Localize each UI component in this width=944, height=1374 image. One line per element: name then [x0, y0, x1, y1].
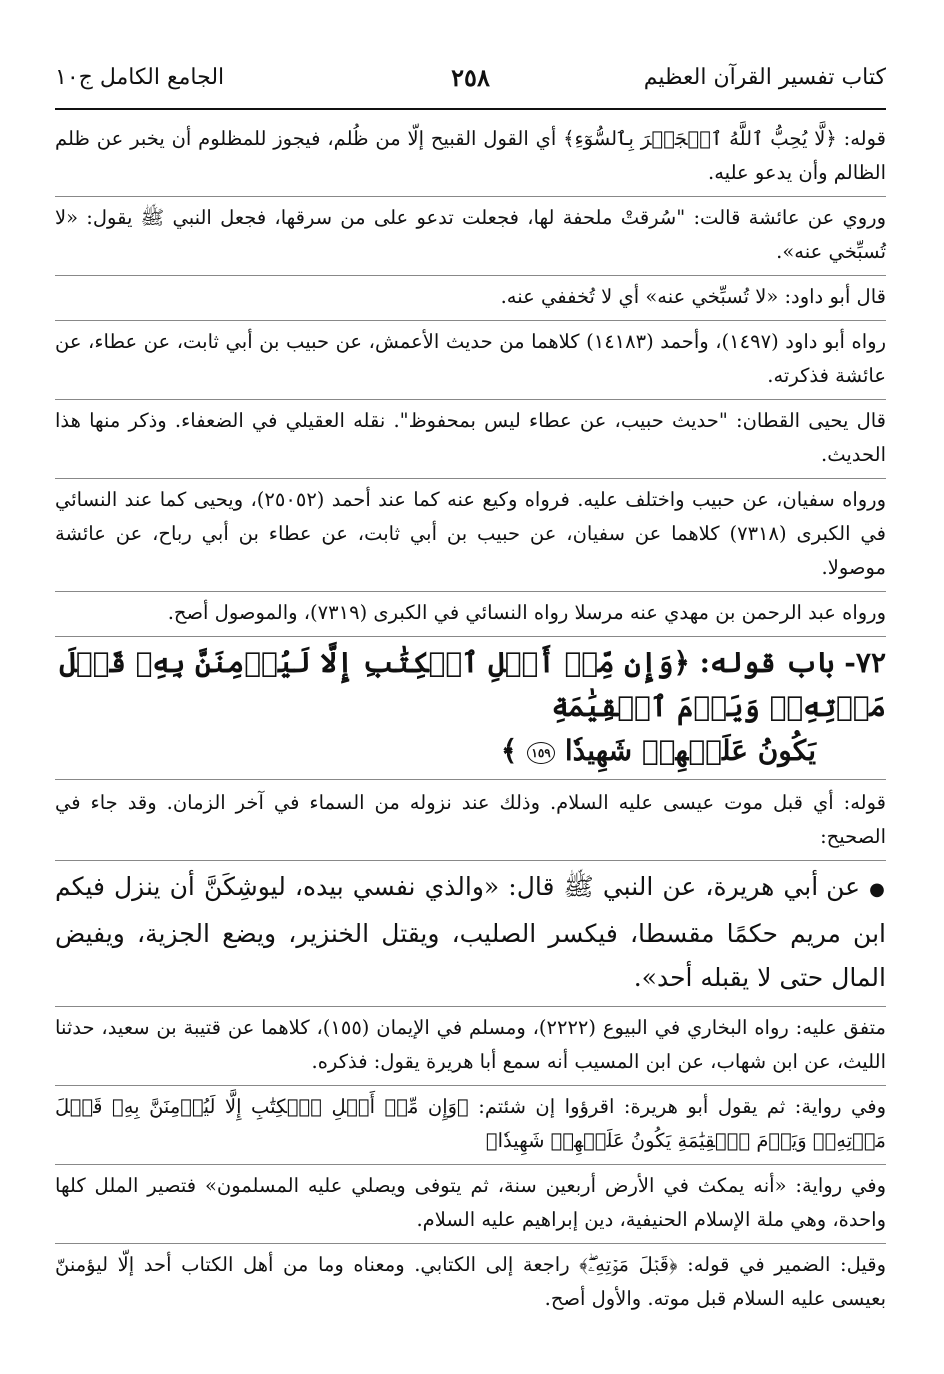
paragraph: متفق عليه: رواه البخاري في البيوع (٢٢٢٢)، ومسلم في الإيمان (١٥٥)، كلاهما عن قتيبة بن سعيد، حدثنا الليث، عن ابن شهاب، عن ابن المسيب أنه سمع أبا هريرة يقول: فذكره. [55, 1011, 886, 1086]
heading-line-2-wrap [55, 729, 886, 773]
paragraph: قال أبو داود: «لا تُسبِّخي عنه» أي لا تُخففي عنه. [55, 280, 886, 321]
paragraph: قال يحيى القطان: "حديث حبيب، عن عطاء ليس بمحفوظ". نقله العقيلي في الضعفاء. وذكر منها هذا الحديث. [55, 404, 886, 479]
ayah-number-badge: ١٥٩ [527, 742, 555, 764]
paragraph: قوله: ﴿لَّا يُحِبُّ ٱللَّهُ ٱلۡجَهۡرَ بِٱلسُّوٓءِ﴾ أي القول القبيح إلّا من ظُلم، فيجوز للمظلوم أن يخبر عن ظلم الظالم وأن يدعو عليه. [55, 122, 886, 197]
chapter-heading [55, 641, 886, 780]
paragraph: وروي عن عائشة قالت: "سُرقتْ ملحفة لها، فجعلت تدعو على من سرقها، فجعل النبي ﷺ يقول: «لا تُسبِّخي عنه». [55, 201, 886, 276]
hadith-body: عن أبي هريرة، عن النبي ﷺ قال: «والذي نفسي بيده، ليوشِكَنَّ أن ينزل فيكم ابن مريم حكمًا مقسطا، فيكسر الصليب، ويقتل الخنزير، ويضع الجزية، ويفيض المال حتى لا يقبله أحد». [55, 872, 886, 992]
heading-line-2: يَكُونُ عَلَيۡهِمۡ شَهِيدٗا [564, 734, 816, 767]
bullet-icon: ● [869, 879, 886, 900]
paragraph: وفي رواية: «أنه يمكث في الأرض أربعين سنة، ثم يتوفى ويصلي عليه المسلمون» فتصير الملل كلها واحدة، وهي ملة الإسلام الحنيفية، دين إبراهيم عليه السلام. [55, 1169, 886, 1244]
paragraph: وفي رواية: ثم يقول أبو هريرة: اقرؤوا إن شئتم: ﴿وَإِن مِّنۡ أَهۡلِ ٱلۡكِتَٰبِ إِلَّا لَيُؤۡمِنَنَّ بِهِۦ قَبۡلَ مَوۡتِهِۦۖ وَيَوۡمَ ٱلۡقِيَٰمَةِ يَكُونُ عَلَيۡهِمۡ شَهِيدٗا﴾ [55, 1090, 886, 1165]
series-label: الجامع الكامل ج١٠ [55, 64, 225, 90]
page-content [55, 122, 886, 1326]
page-header [55, 55, 886, 99]
paragraph: رواه أبو داود (١٤٩٧)، وأحمد (١٤١٨٣) كلاهما من حديث الأعمش، عن حبيب بن أبي ثابت، عن عطاء، عن عائشة فذكرته. [55, 325, 886, 400]
page-number: ٢٥٨ [451, 62, 490, 92]
header-rule [55, 108, 886, 110]
paragraph: قوله: أي قبل موت عيسى عليه السلام. وذلك عند نزوله من السماء في آخر الزمان. وقد جاء في الصحيح: [55, 786, 886, 861]
paragraph: ورواه سفيان، عن حبيب واختلف عليه. فرواه وكيع عنه كما عند أحمد (٢٥٠٥٢)، ويحيى كما عند النسائي في الكبرى (٧٣١٨) كلاهما عن سفيان، عن حبيب بن أبي ثابت، عن عطاء بن أبي رباح، عن عائشة موصولا. [55, 483, 886, 592]
heading-line-1: ٧٢- باب قوله: ﴿وَإِن مِّنۡ أَهۡلِ ٱلۡكِتَٰبِ إِلَّا لَيُؤۡمِنَنَّ بِهِۦ قَبۡلَ مَوۡتِهِۦۖ وَيَوۡمَ ٱلۡقِيَٰمَةِ [59, 646, 886, 723]
hadith-text [55, 865, 886, 1007]
paragraph: وقيل: الضمير في قوله: ﴿قَبۡلَ مَوۡتِهِۦۖ﴾ راجعة إلى الكتابي. ومعناه وما من أهل الكتاب أحد إلّا ليؤمننّ بعيسى عليه السلام قبل موته. والأول أصح. [55, 1253, 886, 1310]
paragraph: ورواه عبد الرحمن بن مهدي عنه مرسلا رواه النسائي في الكبرى (٧٣١٩)، والموصول أصح. [55, 596, 886, 637]
heading-close-bracket: ﴾ [500, 734, 518, 767]
book-title: كتاب تفسير القرآن العظيم [643, 64, 886, 90]
